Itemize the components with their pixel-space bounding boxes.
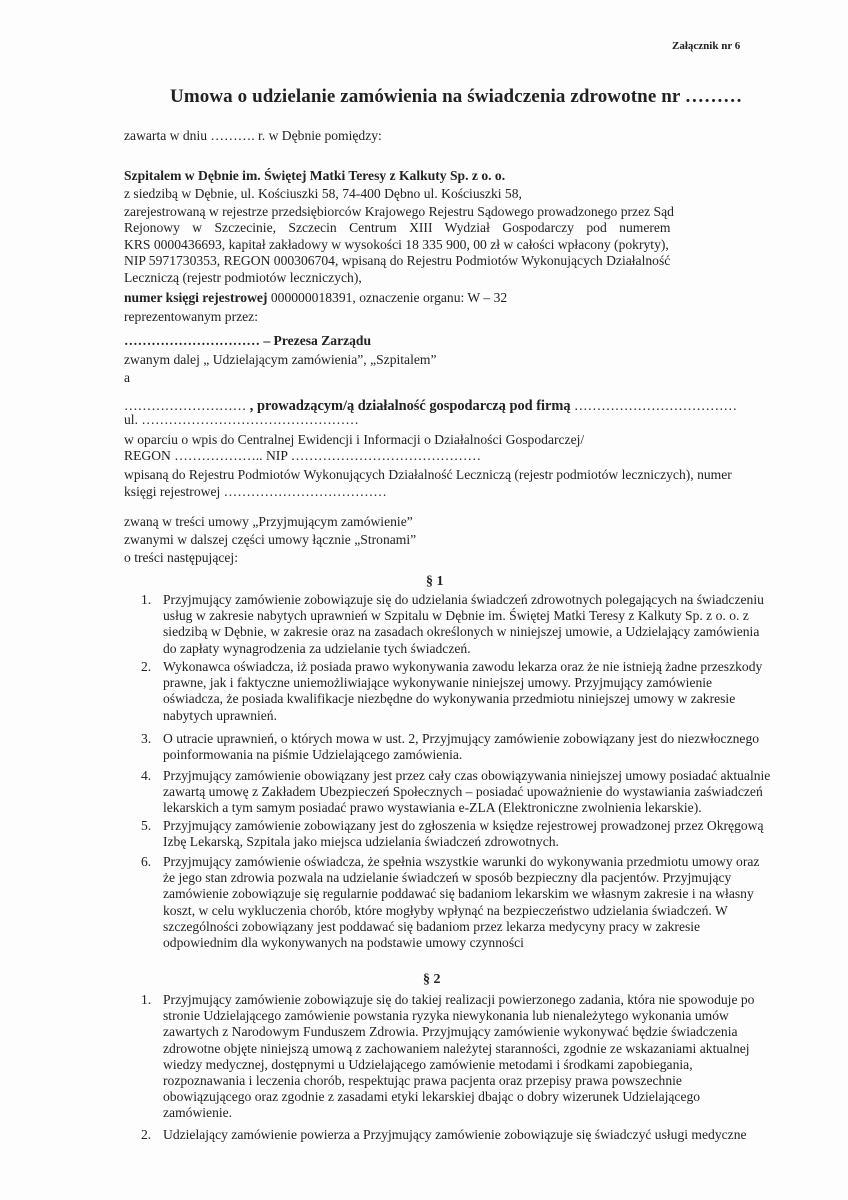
content-intro: o treści następującej: bbox=[124, 550, 238, 565]
item-line: lekarskich a tym samym posiadać prawo wystawiania e-ZLA (Elektroniczne zwolnienia lekarskie). bbox=[163, 800, 702, 816]
hospital-book-line bbox=[124, 290, 507, 306]
item-line: koszt, w celu wykluczenia chorób, które mogłyby wpłynąć na bezpieczeństwo udzielania świadczeń. W bbox=[163, 902, 728, 918]
item-number: 2. bbox=[141, 659, 152, 674]
and-label: a bbox=[124, 370, 131, 385]
parties-called: zwanymi w dalszej części umowy łącznie „Stronami” bbox=[124, 532, 417, 547]
item-number: 4. bbox=[141, 768, 152, 783]
item-line: Przyjmujący zamówienie zobowiązany jest do zgłoszenia w księdze rejestrowej prowadzonej przez Okręgową bbox=[163, 818, 764, 833]
item-line: obowiązującego oraz zgodnie z zasadami etyki lekarskiej dbając o dobry wizerunek Udzielającego bbox=[163, 1089, 701, 1105]
item-number: 2. bbox=[141, 1127, 152, 1142]
item-line: prawne, jak i faktyczne uniemożliwiające wykonywanie niniejszej umowy. Przyjmujący zamówienie bbox=[163, 675, 713, 691]
item-line: Przyjmujący zamówienie oświadcza, że spełnia wszystkie warunki do wykonywania przedmiotu umowy oraz bbox=[163, 854, 760, 869]
item-line: siedzibą w Dębnie, w zakresie oraz na zasadach określonych w niniejszej umowie, a Udzielający zamówienia bbox=[163, 624, 760, 640]
item-line: Przyjmujący zamówienie obowiązany jest przez cały czas obowiązywania niniejszej umowy posiadać aktualnie bbox=[163, 768, 771, 783]
item-line: zamówienie. bbox=[163, 1105, 233, 1121]
item-line: zdrowotne objęte niniejszą umową z zachowaniem należytej staranności, zgodnie ze wskazaniami aktualnej bbox=[163, 1040, 750, 1056]
item-line: stronie Udzielającego zamówienie powstania ryzyka niewykonania lub nienależytego wykonania umów bbox=[163, 1008, 729, 1024]
item-line: zawartych z Narodowym Funduszem Zdrowia. Przyjmujący zamówienie wykonywać będzie świadczenia bbox=[163, 1024, 738, 1040]
item-line: do zapłaty wynagrodzenia za udzielanie tych świadczeń. bbox=[163, 640, 471, 656]
item-line: wiedzy medycznej, dostępnymi u Udzielającego zamówienie metodami i środkami zapobiegania, bbox=[163, 1056, 693, 1072]
contractor-dots: ……………………… bbox=[124, 398, 250, 413]
hospital-court-line: Rejonowy w Szczecinie, Szczecin Centrum XIII Wydział Gospodarczy pod numerem bbox=[124, 220, 671, 235]
item-number: 3. bbox=[141, 731, 152, 746]
item-line: oświadcza, że posiada kwalifikacje niezbędne do wykonywania przedmiotu niniejszej umowy w zakresie bbox=[163, 691, 736, 707]
item-line: Przyjmujący zamówienie zobowiązuje się do udzielania świadczeń zdrowotnych polegających na świadczeniu bbox=[163, 592, 764, 607]
regon-nip-line: REGON ……………….. NIP …………………………………… bbox=[124, 448, 482, 463]
annex-label: Załącznik nr 6 bbox=[672, 40, 741, 52]
represented-by: reprezentowanym przez: bbox=[124, 309, 258, 324]
item-line: rozpoznawania i leczenia chorób, respektując prawa pacjenta oraz przepisy prawa powszechnie bbox=[163, 1073, 682, 1089]
item-line: O utracie uprawnień, o których mowa w ust. 2, Przyjmujący zamówienie zobowiązany jest do niezwłocznego bbox=[163, 731, 760, 746]
president-line: ………………………… – Prezesa Zarządu bbox=[124, 333, 372, 348]
hospital-address: z siedzibą w Dębnie, ul. Kościuszki 58, 74-400 Dębno ul. Kościuszki 58, bbox=[124, 186, 522, 201]
book-number-value: 000000018391, oznaczenie organu: W – 32 bbox=[267, 290, 508, 305]
document-title: Umowa o udzielanie zamówienia na świadczenia zdrowotne nr ……… bbox=[170, 86, 743, 107]
item-line: zamówienie zobowiązuje się regularnie poddawać się badaniom lekarskim we własnym zakresie i na własny bbox=[163, 886, 754, 902]
contractor-book-line: księgi rejestrowej ……………………………… bbox=[124, 484, 387, 499]
firm-dots: ……………………………… bbox=[570, 398, 738, 413]
section-2-heading: § 2 bbox=[423, 972, 441, 987]
item-line: nabytych uprawnień. bbox=[163, 707, 278, 723]
concluded-line: zawarta w dniu ………. r. w Dębnie pomiędzy: bbox=[124, 128, 382, 143]
item-number: 5. bbox=[141, 818, 152, 833]
hospital-called: zwanym dalej „ Udzielającym zamówienia”, „Szpitalem” bbox=[124, 352, 437, 367]
contractor-called: zwaną w treści umowy „Przyjmującym zamówienie” bbox=[124, 514, 413, 529]
section-1-heading: § 1 bbox=[426, 574, 444, 589]
item-number: 1. bbox=[141, 592, 152, 607]
hospital-name: Szpitalem w Dębnie im. Świętej Matki Teresy z Kalkuty Sp. z o. o. bbox=[124, 168, 506, 183]
business-activity-label: , prowadzącym/ą działalność gospodarczą pod firmą bbox=[249, 398, 571, 414]
ceidg-line: w oparciu o wpis do Centralnej Ewidencji i Informacji o Działalności Gospodarczej/ bbox=[124, 432, 585, 447]
item-line: odpowiednim dla wykonywanych na podstawie umowy czynności bbox=[163, 935, 524, 951]
item-line: Wykonawca oświadcza, iż posiada prawo wykonywania zawodu lekarza oraz że nie istnieją żadne przeszkody bbox=[163, 659, 763, 674]
hospital-nip-line: NIP 5971730353, REGON 000306704, wpisaną do Rejestru Podmiotów Wykonujących Działalność bbox=[124, 253, 671, 268]
contractor-street: ul. ………………………………………… bbox=[124, 412, 359, 427]
item-line: szczególności zobowiązany jest poddawać się badaniom przez lekarza medycyny pracy w zakresie bbox=[163, 918, 701, 934]
item-line: poinformowania na piśmie Udzielającego zamówienia. bbox=[163, 747, 463, 763]
item-line: Udzielający zamówienie powierza a Przyjmujący zamówienie zobowiązuje się świadczyć usługi medyczne bbox=[163, 1127, 747, 1142]
item-line: Przyjmujący zamówienie zobowiązuje się do takiej realizacji powierzonego zadania, która nie spowoduje po bbox=[163, 992, 755, 1007]
book-number-label: numer księgi rejestrowej bbox=[124, 290, 268, 305]
item-number: 6. bbox=[141, 854, 152, 869]
hospital-register-type: Leczniczą (rejestr podmiotów leczniczych), bbox=[124, 270, 362, 285]
item-line: usług w zakresie nabytych uprawnień w Szpitalu w Dębnie im. Świętej Matki Teresy z Kalkuty Sp. z o. o. z bbox=[163, 608, 749, 624]
item-line: Izbę Lekarską, Szpitala jako miejsca udzielania świadczeń zdrowotnych. bbox=[163, 834, 559, 850]
hospital-register-line: zarejestrowaną w rejestrze przedsiębiorców Krajowego Rejestru Sądowego prowadzonego przez Sąd bbox=[124, 204, 674, 219]
item-line: zawartą umowę z Zakładem Ubezpieczeń Społecznych – posiadać upoważnienie do wystawiania zaświadczeń bbox=[163, 784, 763, 800]
item-number: 1. bbox=[141, 992, 152, 1007]
item-line: że jego stan zdrowia pozwala na udzielanie świadczeń w sposób bezpieczny dla pacjentów. Przyjmujący bbox=[163, 870, 732, 886]
hospital-krs-line: KRS 0000436693, kapitał zakładowy w wysokości 18 335 900, 00 zł w całości wpłacony (pokryty), bbox=[124, 237, 669, 252]
rpwdl-line: wpisaną do Rejestru Podmiotów Wykonujących Działalność Leczniczą (rejestr podmiotów leczniczych), numer bbox=[124, 467, 732, 482]
